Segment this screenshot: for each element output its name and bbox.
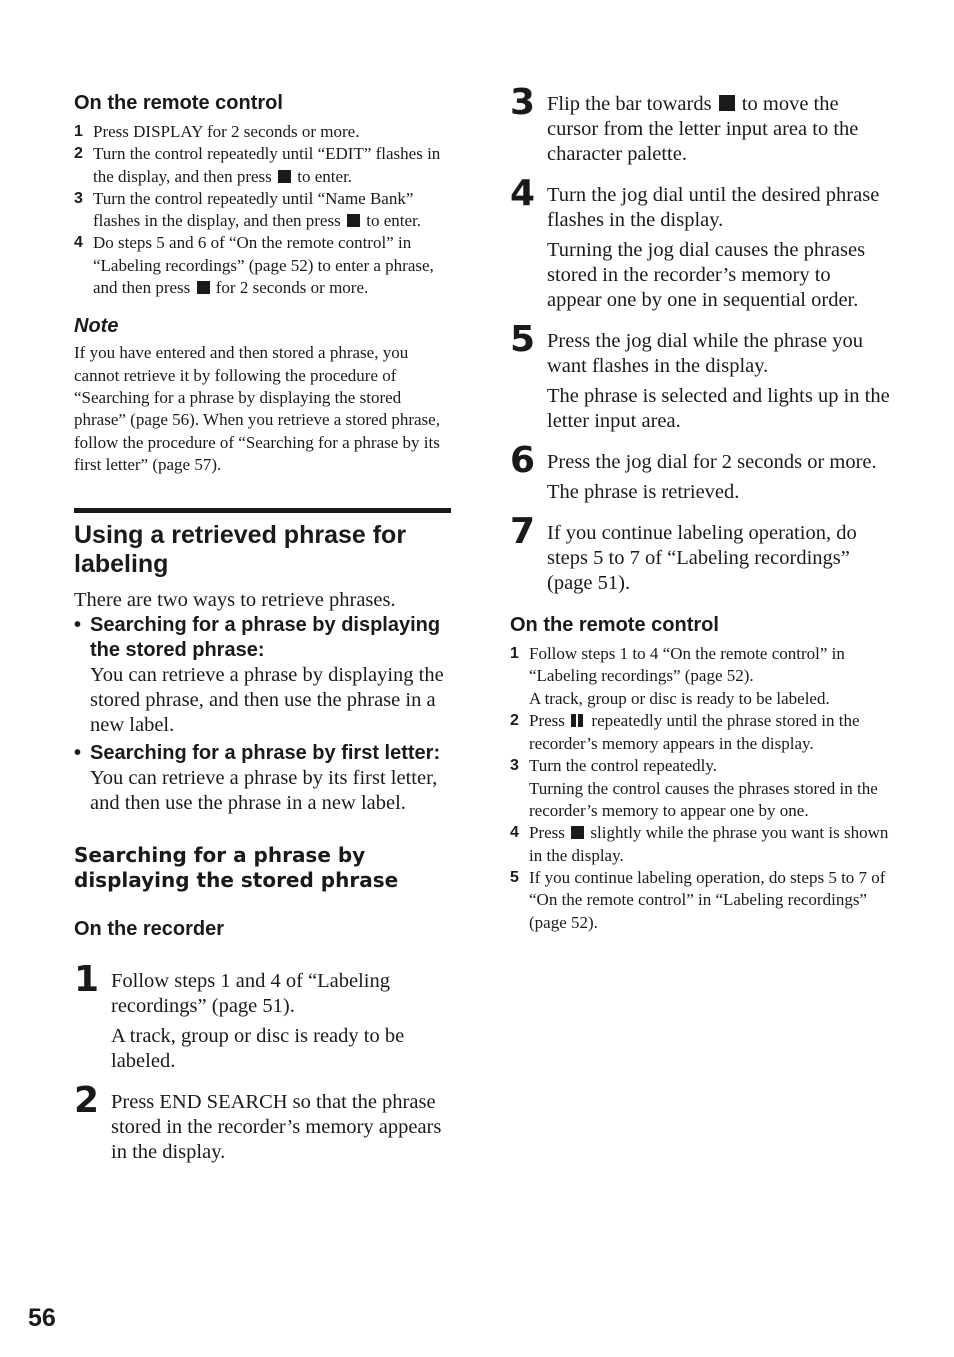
left-column — [74, 0, 452, 1165]
section-rule — [74, 508, 451, 513]
note-heading: Note — [74, 315, 119, 338]
bullet-dot: • — [74, 742, 82, 765]
remote-control-heading: On the remote control — [74, 92, 283, 114]
right-column — [510, 0, 890, 934]
subsection-title: Searching for a phrase by displaying the stored phrase — [74, 843, 399, 893]
list-item — [510, 755, 890, 822]
stop-square-icon — [347, 214, 360, 227]
step-number: 3 — [510, 757, 519, 775]
remote-control-heading: On the remote control — [510, 614, 719, 636]
step-text: Turn the jog dial until the desired phrase flashes in the display. — [547, 184, 880, 231]
step-text: Turn the control repeatedly. — [529, 756, 718, 776]
step-text: to enter. — [366, 211, 421, 231]
step-text: Press — [529, 823, 565, 843]
step-result: The phrase is selected and lights up in the letter input area. — [547, 385, 890, 432]
step-text: to enter. — [297, 166, 353, 186]
bullet-text: You can retrieve a phrase by its first letter, and then use the phrase in a new label. — [90, 767, 438, 815]
step-text: to move the cursor from the letter input area to the character palette. — [547, 93, 859, 165]
stop-square-icon — [278, 170, 291, 183]
step-number: 4 — [510, 173, 536, 214]
note-text: If you have entered and then stored a phrase, you cannot retrieve it by following the procedure of “Searching for a phrase by displaying the stored phrase” (page 56). When you retrieve a stored phrase, follow the procedure of “Searching for a phrase by its first letter” (page 57). — [74, 343, 440, 474]
intro-text: There are two ways to retrieve phrases. — [74, 589, 396, 612]
recorder-heading: On the recorder — [74, 918, 225, 941]
step-result: Turning the control causes the phrases stored in the recorder’s memory to appear one by one. — [529, 778, 878, 821]
step-text: Follow steps 1 to 4 “On the remote control” in “Labeling recordings” (page 52). — [529, 644, 845, 686]
pause-icon — [571, 711, 585, 733]
list-item — [74, 143, 452, 188]
list-item — [510, 710, 890, 756]
step-text: Press the jog dial for 2 seconds or more. — [547, 451, 877, 473]
bullet-heading: Searching for a phrase by first letter: — [90, 742, 441, 765]
step-text: Flip the bar towards — [547, 93, 712, 115]
procedure-step — [510, 440, 890, 505]
list-item — [74, 232, 452, 299]
bullet-text: You can retrieve a phrase by displaying the stored phrase, and then use the phrase in a new label. — [90, 664, 444, 737]
procedure-step — [510, 319, 890, 434]
page-number: 56 — [28, 1304, 56, 1332]
procedure-step — [510, 173, 890, 313]
section-title: Using a retrieved phrase for labeling — [74, 521, 407, 579]
step-text: Press the jog dial while the phrase you want flashes in the display. — [547, 330, 863, 377]
step-text: Turn the control repeatedly until “Name Bank” flashes in the display, and then press — [93, 188, 414, 231]
step-number: 1 — [74, 123, 83, 140]
step-number: 7 — [510, 511, 536, 552]
procedure-step — [74, 1080, 452, 1165]
step-number: 6 — [510, 440, 536, 481]
step-number: 3 — [74, 189, 83, 207]
step-result: Turning the jog dial causes the phrases stored in the recorder’s memory to appear one by one in sequential order. — [547, 239, 866, 311]
step-number: 5 — [510, 868, 519, 886]
step-number: 2 — [510, 711, 519, 729]
step-text: Press END SEARCH so that the phrase stored in the recorder’s memory appears in the display. — [111, 1091, 442, 1164]
bullet-item — [74, 741, 452, 816]
list-item — [510, 643, 890, 710]
step-text: Press — [529, 710, 565, 730]
bullet-item — [74, 613, 452, 738]
bullet-heading: Searching for a phrase by displaying the stored phrase: — [90, 614, 441, 662]
remote-steps-list — [74, 121, 452, 299]
step-result: A track, group or disc is ready to be labeled. — [111, 1025, 405, 1073]
list-item — [510, 822, 890, 867]
list-item — [74, 121, 452, 143]
step-number: 4 — [74, 234, 83, 252]
step-text: Follow steps 1 and 4 of “Labeling recordings” (page 51). — [111, 970, 390, 1018]
bullet-dot: • — [74, 614, 82, 637]
list-item — [74, 188, 452, 233]
step-result: The phrase is retrieved. — [547, 481, 740, 503]
step-result: A track, group or disc is ready to be labeled. — [529, 688, 830, 708]
stop-square-icon — [197, 281, 210, 294]
step-text: for 2 seconds or more. — [215, 278, 369, 298]
step-number: 1 — [74, 959, 100, 1001]
procedure-step — [74, 959, 452, 1074]
step-number: 2 — [74, 145, 83, 163]
list-item — [510, 867, 890, 934]
step-number: 5 — [510, 319, 536, 360]
stop-square-icon — [719, 95, 735, 111]
step-text: Do steps 5 and 6 of “On the remote control” in “Labeling recordings” (page 52) to enter a phrase, and then press — [93, 233, 434, 298]
step-number: 3 — [510, 82, 536, 123]
step-number: 1 — [510, 645, 519, 662]
step-text: Press DISPLAY for 2 seconds or more. — [93, 122, 360, 141]
step-text: If you continue labeling operation, do steps 5 to 7 of “Labeling recordings” (page 51). — [547, 522, 857, 594]
procedure-step — [510, 511, 890, 596]
step-text: slightly while the phrase you want is shown in the display. — [529, 823, 889, 865]
remote-steps-list — [510, 643, 890, 934]
step-text: repeatedly until the phrase stored in the recorder’s memory appears in the display. — [529, 710, 860, 754]
stop-square-icon — [571, 826, 584, 839]
step-number: 2 — [74, 1080, 100, 1122]
step-text: Turn the control repeatedly until “EDIT” flashes in the display, and then press — [93, 144, 441, 186]
procedure-step — [510, 82, 890, 167]
step-text: If you continue labeling operation, do steps 5 to 7 of “On the remote control” in “Labeling recordings” (page 52). — [529, 867, 886, 932]
step-number: 4 — [510, 824, 519, 842]
